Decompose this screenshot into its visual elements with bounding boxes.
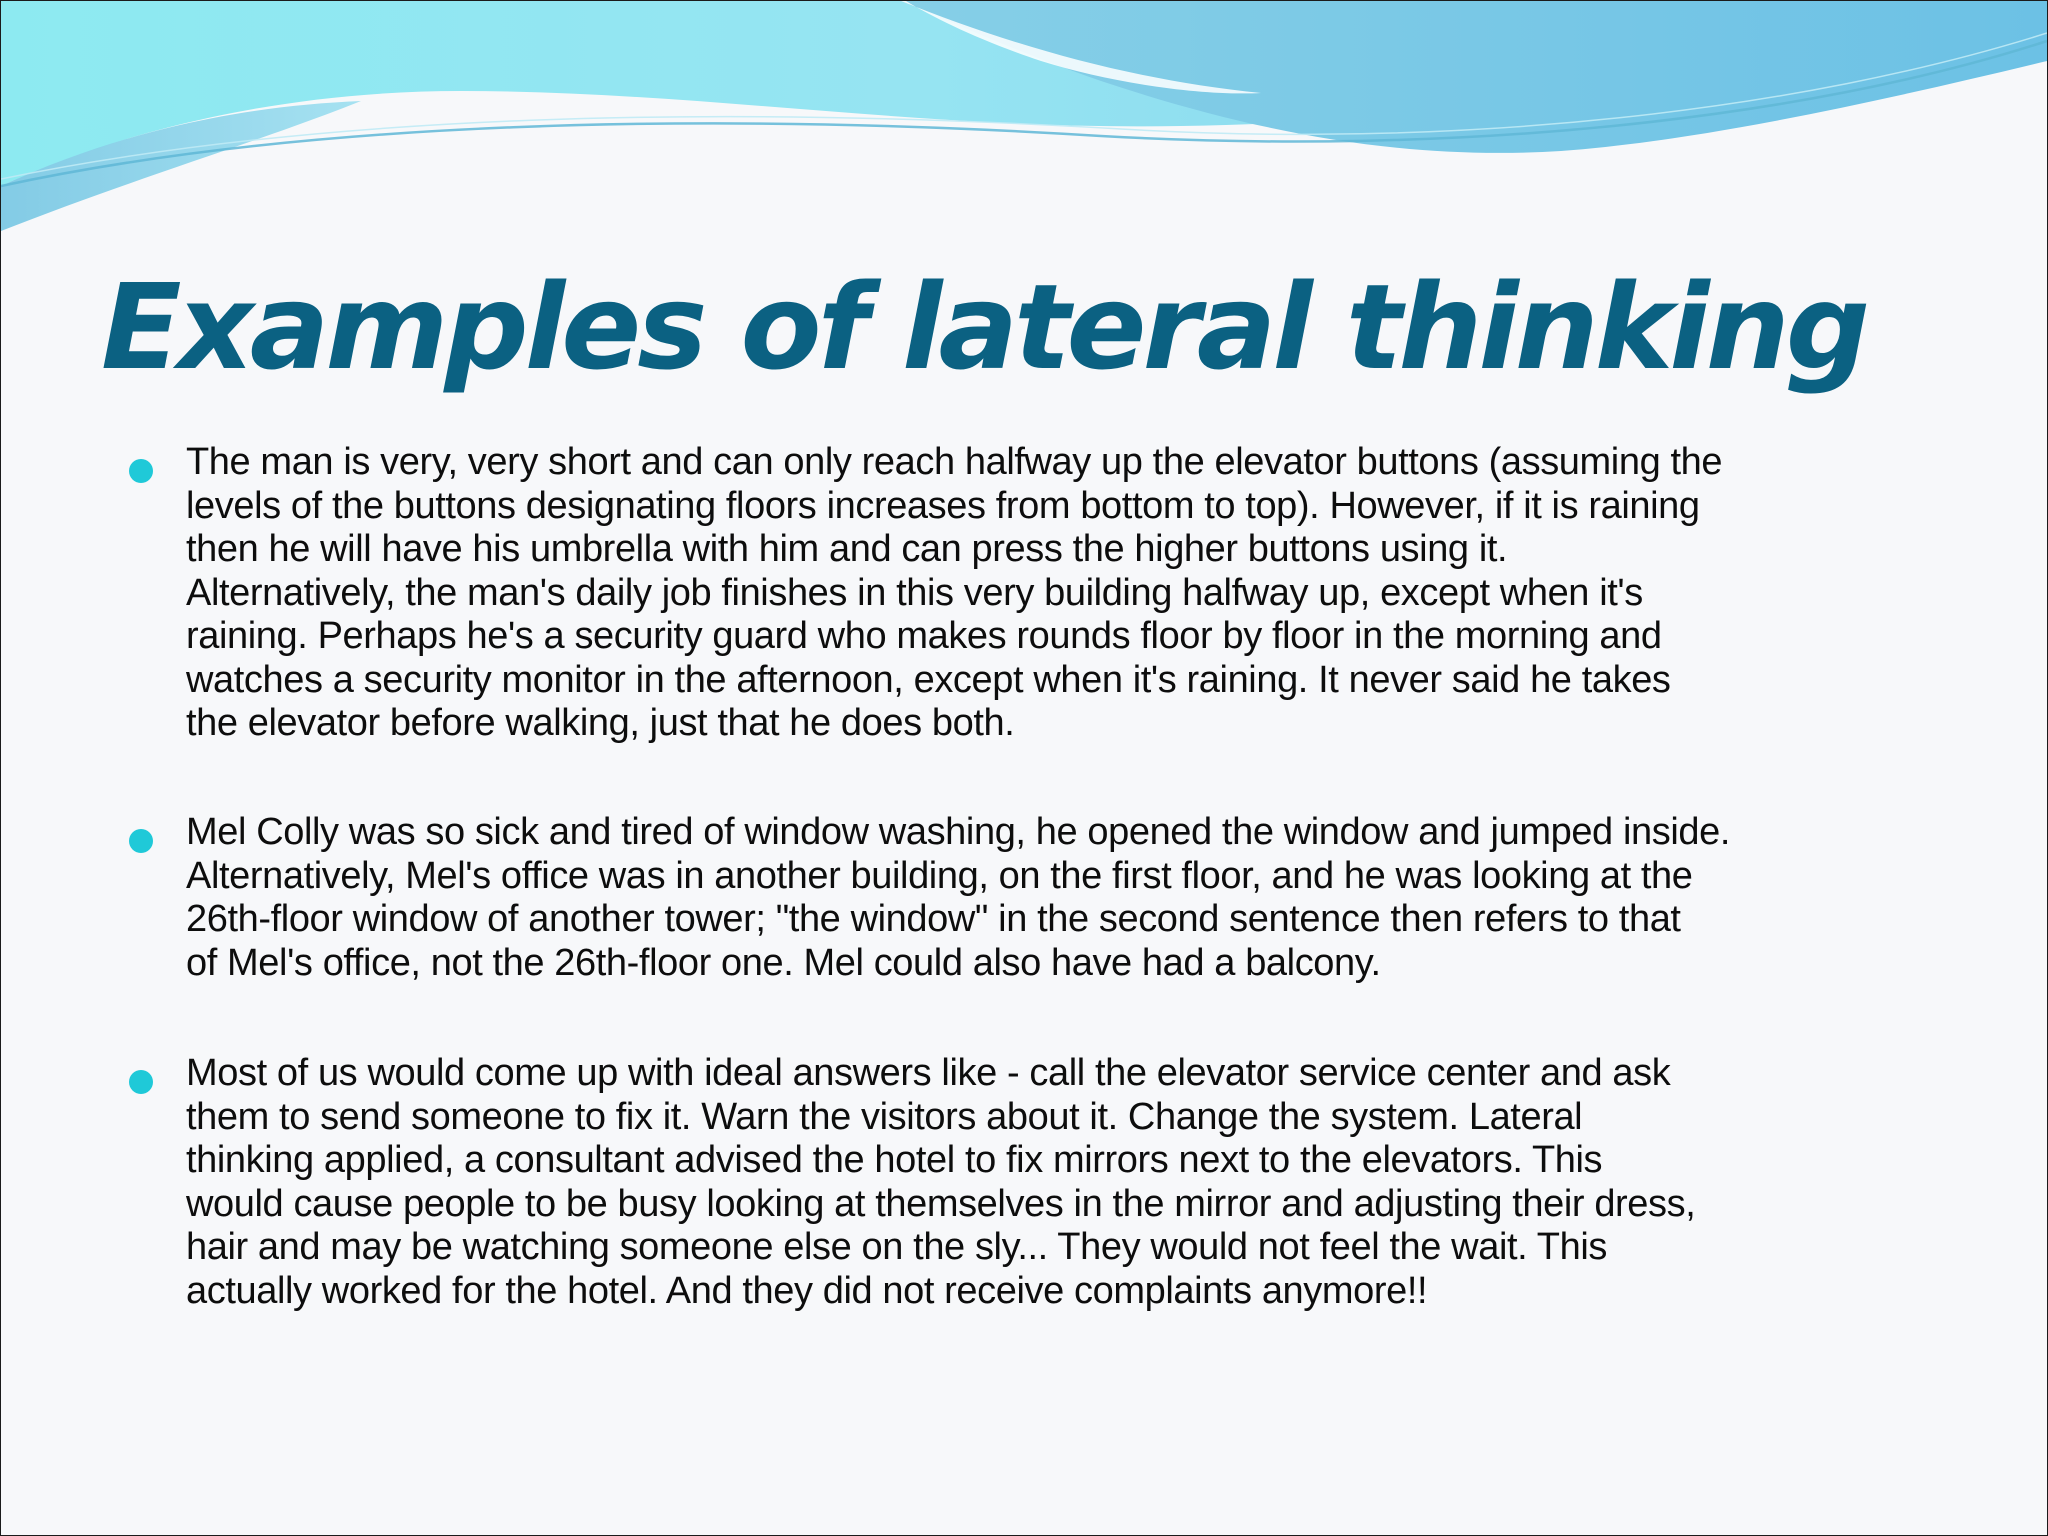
bullet-dot-icon xyxy=(129,459,153,483)
bullet-dot-icon xyxy=(129,1070,153,1094)
bullet-text: Most of us would come up with ideal answers like - call the elevator service center and ask them to send someone to fix it. Warn the visitors about it. Change the system. Lateral thinking applied, a consultant advised the hotel to fix mirrors next to the elevators. This would cause people to be busy looking at themselves in the mirror and adjusting their dress, hair and may be watching someone else on the sly... They would not feel the wait. This actually worked for the hotel. And they did not receive complaints anymore!! xyxy=(186,1052,1696,1312)
bullet-dot-icon xyxy=(129,829,153,853)
bullet-list xyxy=(1,1,2047,1535)
bullet-text: Mel Colly was so sick and tired of window washing, he opened the window and jumped inside. Alternatively, Mel's office was in another building, on the first floor, and he was looking at the 26th-floor window of another tower; "the window" in the second sentence then refers to that of Mel's office, not the 26th-floor one. Mel could also have had a balcony. xyxy=(186,811,1730,984)
slide-title: Examples of lateral thinking xyxy=(101,258,1867,396)
bullet-text: The man is very, very short and can only reach halfway up the elevator buttons (assuming the levels of the buttons designating floors increases from bottom to top). However, if it is raining then he will have his umbrella with him and can press the higher buttons using it. Alternatively, the man's daily job finishes in this very building halfway up, except when it's raining. Perhaps he's a security guard who makes rounds floor by floor in the morning and watches a security monitor in the afternoon, except when it's raining. It never said he takes the elevator before walking, just that he does both. xyxy=(186,441,1723,744)
